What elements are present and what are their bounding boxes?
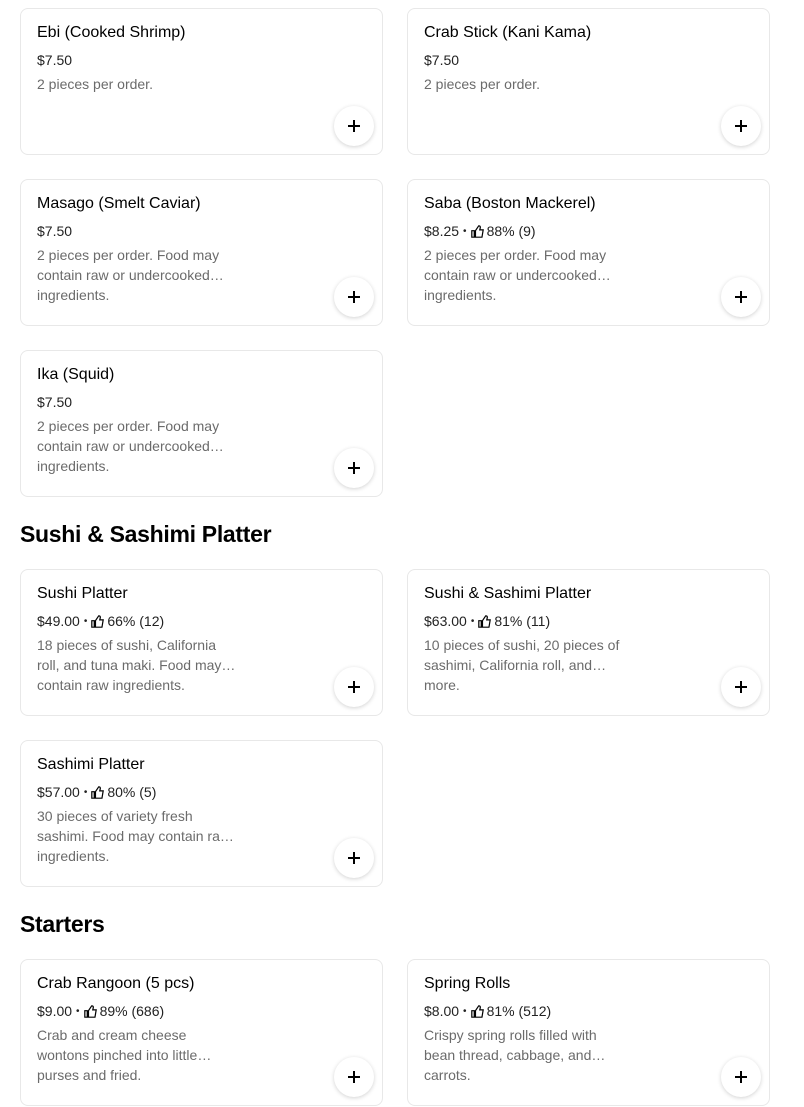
item-name: Masago (Smelt Caviar) [37,195,201,212]
menu-item-card[interactable] [407,959,770,1106]
menu-item-card[interactable] [407,569,770,716]
item-description: 10 pieces of sushi, 20 pieces of sashimi, California roll, and more. [424,637,620,693]
add-to-cart-button[interactable] [334,1057,374,1097]
add-to-cart-button[interactable] [721,1057,761,1097]
item-description: 2 pieces per order. [424,76,540,92]
thumbs-up-icon [91,615,104,628]
thumbs-up-icon [84,1005,97,1018]
item-description: 2 pieces per order. Food may contain raw or undercooked ingredients. [37,418,220,474]
item-meta [424,52,459,68]
menu-item-card[interactable] [407,8,770,155]
item-name: Ebi (Cooked Shrimp) [37,24,186,41]
menu-item-card[interactable] [20,740,383,887]
item-description: Crispy spring rolls filled with bean thread, cabbage, and carrots. [424,1027,597,1083]
item-meta [37,613,164,629]
plus-icon [348,1071,360,1083]
add-to-cart-button[interactable] [334,667,374,707]
add-to-cart-button[interactable] [334,106,374,146]
thumbs-up-icon [471,1005,484,1018]
item-rating: 66% (12) [107,613,165,629]
item-price: $7.50 [37,394,73,410]
thumbs-up-icon [471,225,484,238]
item-meta [37,223,72,239]
add-to-cart-button[interactable] [334,838,374,878]
menu-item-card[interactable] [20,350,383,497]
plus-icon [348,462,360,474]
plus-icon [348,291,360,303]
item-name: Saba (Boston Mackerel) [424,195,596,212]
menu-item-card[interactable] [20,8,383,155]
plus-icon [348,852,360,864]
add-to-cart-button[interactable] [334,277,374,317]
menu-item-card[interactable] [407,179,770,326]
separator-dot: • [83,786,88,798]
thumbs-up-icon [478,615,491,628]
plus-icon [735,1071,747,1083]
item-price: $49.00 [37,613,80,629]
plus-icon [735,681,747,693]
separator-dot: • [463,1005,467,1017]
item-description: 2 pieces per order. Food may contain raw or undercooked ingredients. [424,247,607,303]
item-name: Ika (Squid) [37,366,115,383]
item-price: $57.00 [37,784,80,800]
item-name: Crab Rangoon (5 pcs) [37,975,195,992]
separator-dot: • [83,615,88,627]
item-name: Crab Stick (Kani Kama) [424,24,592,41]
item-meta [424,1003,551,1019]
separator-dot: • [76,1005,80,1017]
item-price: $8.25 [424,223,460,239]
separator-dot: • [470,615,475,627]
item-meta [37,394,72,410]
plus-icon [735,291,747,303]
item-rating: 80% (5) [107,784,157,800]
plus-icon [735,120,747,132]
thumbs-up-icon [91,786,104,799]
item-meta [37,784,156,800]
plus-icon [348,120,360,132]
item-price: $8.00 [424,1003,460,1019]
separator-dot: • [463,225,467,237]
item-rating: 88% (9) [486,223,536,239]
item-description: 30 pieces of variety fresh sashimi. Food may contain raw ingredients. [37,808,230,864]
plus-icon [348,681,360,693]
section-title: Starters [20,911,105,937]
item-meta [424,223,536,239]
item-meta [37,52,72,68]
item-rating: 89% (686) [99,1003,165,1019]
item-rating: 81% (512) [486,1003,552,1019]
item-meta [424,613,550,629]
menu-item-card[interactable] [20,959,383,1106]
item-price: $9.00 [37,1003,73,1019]
menu-item-card[interactable] [20,179,383,326]
item-price: $7.50 [37,223,73,239]
item-description: 2 pieces per order. [37,76,153,92]
item-description: Crab and cream cheese wontons pinched into little purses and fried. [37,1027,198,1083]
item-description: 18 pieces of sushi, California roll, and tuna maki. Food may contain raw ingredients. [37,637,222,693]
item-meta [37,1003,164,1019]
item-name: Sushi Platter [37,585,128,602]
item-description: 2 pieces per order. Food may contain raw or undercooked ingredients. [37,247,220,303]
add-to-cart-button[interactable] [721,277,761,317]
add-to-cart-button[interactable] [721,667,761,707]
item-name: Spring Rolls [424,975,511,992]
item-price: $7.50 [37,52,73,68]
menu-item-card[interactable] [20,569,383,716]
item-price: $63.00 [424,613,467,629]
item-name: Sushi & Sashimi Platter [424,585,592,602]
item-price: $7.50 [424,52,460,68]
add-to-cart-button[interactable] [334,448,374,488]
item-name: Sashimi Platter [37,756,145,773]
section-title: Sushi & Sashimi Platter [20,521,272,547]
item-rating: 81% (11) [494,613,551,629]
add-to-cart-button[interactable] [721,106,761,146]
